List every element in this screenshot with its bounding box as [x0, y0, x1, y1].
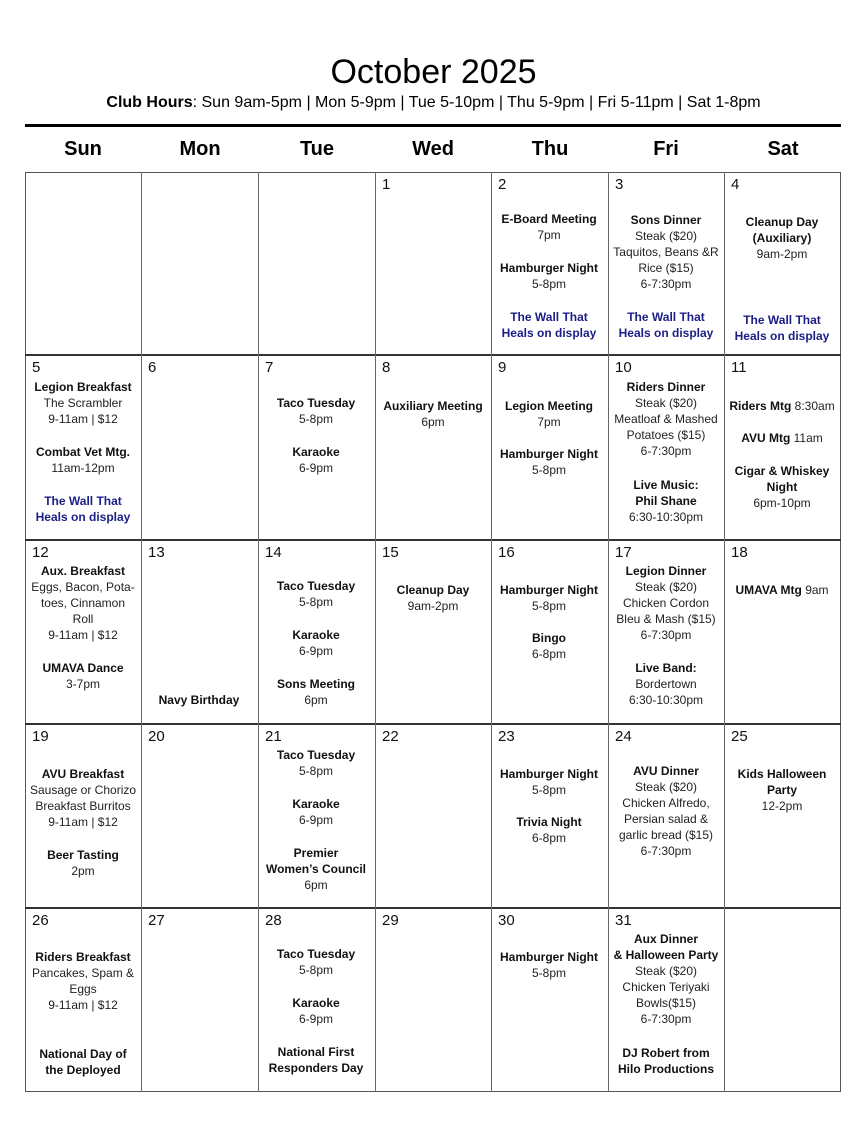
event-taco-tuesday: Taco Tuesday 5-8pm — [276, 579, 356, 609]
event-taco-tuesday: Taco Tuesday 5-8pm — [276, 947, 356, 977]
day-number: 15 — [382, 544, 399, 561]
day-number: 2 — [498, 176, 507, 193]
event-avu-dinner: AVU Dinner Steak ($20) Chicken Alfredo, Persian salad & garlic bread ($15) 6-7:30pm — [618, 764, 714, 858]
day-number: 17 — [615, 544, 632, 561]
event-trivia-night: Trivia Night 6-8pm — [516, 815, 582, 845]
day-cell-4 — [724, 172, 840, 354]
day-number: 22 — [382, 728, 399, 745]
day-cell-28 — [258, 908, 374, 1092]
day-number: 5 — [32, 359, 41, 376]
event-legion-dinner: Legion Dinner Steak ($20) Chicken Cordon Bleu & Mash ($15) 6-7:30pm — [616, 564, 716, 642]
event-aux-breakfast: Aux. Breakfast Eggs, Bacon, Pota- toes, Cinnamon Roll 9-11am | $12 — [31, 564, 135, 642]
day-number: 21 — [265, 728, 282, 745]
event-karaoke: Karaoke 6-9pm — [292, 797, 340, 827]
event-national-first-responders-day: National First Responders Day — [268, 1045, 364, 1075]
day-number: 6 — [148, 359, 157, 376]
day-cell-16 — [491, 540, 607, 723]
event-legion-meeting: Legion Meeting 7pm — [505, 399, 593, 429]
day-cell-18 — [724, 540, 840, 723]
day-number: 10 — [615, 359, 632, 376]
event-live-band: Live Band: Bordertown 6:30-10:30pm — [628, 661, 704, 707]
day-number: 8 — [382, 359, 391, 376]
event-sons-dinner: Sons Dinner Steak ($20) Taquitos, Beans &R Rice ($15) 6-7:30pm — [613, 213, 719, 291]
event-eboard-meeting: E-Board Meeting 7pm — [501, 212, 597, 242]
event-karaoke: Karaoke 6-9pm — [292, 445, 340, 475]
day-number: 31 — [615, 912, 632, 929]
event-hamburger-night: Hamburger Night 5-8pm — [499, 261, 598, 291]
event-cigar-whiskey-night: Cigar & Whiskey Night 6pm-10pm — [734, 464, 830, 510]
event-aux-dinner-halloween-party: Aux Dinner & Halloween Party Steak ($20) Chicken Teriyaki Bowls($15) 6-7:30pm — [613, 932, 719, 1026]
event-cleanup-day: Cleanup Day 9am-2pm — [396, 583, 470, 613]
calendar-title: October 2025 — [330, 53, 537, 91]
event-combat-vet-mtg: Combat Vet Mtg. 11am-12pm — [35, 445, 130, 475]
event-premier-womens-council: Premier Women’s Council 6pm — [265, 846, 366, 892]
day-cell-29 — [375, 908, 491, 1092]
event-riders-breakfast: Riders Breakfast Pancakes, Spam & Eggs 9-11am | $12 — [31, 950, 135, 1012]
event-live-music: Live Music: Phil Shane 6:30-10:30pm — [628, 478, 704, 524]
day-number: 30 — [498, 912, 515, 929]
day-cell-17 — [608, 540, 724, 723]
day-number: 11 — [731, 359, 747, 376]
day-number: 7 — [265, 359, 274, 376]
day-number: 14 — [265, 544, 282, 561]
day-number: 9 — [498, 359, 507, 376]
day-cell-12 — [25, 540, 141, 723]
weekday-fri: Fri — [653, 138, 679, 160]
weekday-mon: Mon — [179, 138, 221, 160]
event-taco-tuesday: Taco Tuesday 5-8pm — [276, 748, 356, 778]
event-national-day-deployed: National Day of the Deployed — [39, 1047, 127, 1077]
event-navy-birthday: Navy Birthday — [158, 693, 240, 707]
day-cell-22 — [375, 724, 491, 907]
event-avu-breakfast: AVU Breakfast Sausage or Chorizo Breakfast Burritos 9-11am | $12 — [29, 767, 137, 829]
event-wall-that-heals: The Wall That Heals on display — [618, 310, 714, 340]
day-cell-27 — [141, 908, 257, 1092]
event-wall-that-heals: The Wall That Heals on display — [734, 313, 830, 343]
day-number: 12 — [32, 544, 49, 561]
day-number: 1 — [382, 176, 391, 193]
day-cell-23 — [491, 724, 607, 907]
event-cleanup-day: Cleanup Day (Auxiliary) 9am-2pm — [745, 215, 819, 261]
event-legion-breakfast: Legion Breakfast The Scrambler 9-11am | $12 — [34, 380, 132, 426]
event-riders-dinner: Riders Dinner Steak ($20) Meatloaf & Mashed Potatoes ($15) 6-7:30pm — [614, 380, 718, 458]
weekday-thu: Thu — [531, 138, 569, 160]
day-number: 26 — [32, 912, 49, 929]
day-cell-1 — [375, 172, 491, 354]
event-wall-that-heals: The Wall That Heals on display — [501, 310, 597, 340]
event-riders-mtg: Riders Mtg 8:30am — [729, 399, 835, 413]
weekday-sat: Sat — [767, 138, 799, 160]
day-number: 20 — [148, 728, 165, 745]
day-cell-14 — [258, 540, 374, 723]
day-cell-19 — [25, 724, 141, 907]
event-wall-that-heals: The Wall That Heals on display — [35, 494, 131, 524]
club-hours-label: Club Hours — [106, 94, 193, 111]
event-hamburger-night: Hamburger Night 5-8pm — [499, 950, 598, 980]
day-number: 13 — [148, 544, 165, 561]
day-cell-26 — [25, 908, 141, 1092]
day-cell-9 — [491, 355, 607, 539]
event-taco-tuesday: Taco Tuesday 5-8pm — [276, 396, 356, 426]
day-cell-30 — [491, 908, 607, 1092]
club-hours-text: : Sun 9am-5pm | Mon 5-9pm | Tue 5-10pm | Thu 5-9pm | Fri 5-11pm | Sat 1-8pm — [192, 94, 761, 111]
club-hours — [0, 93, 867, 113]
day-cell-24 — [608, 724, 724, 907]
day-cell-31 — [608, 908, 724, 1092]
day-cell-10 — [608, 355, 724, 539]
day-cell-13 — [141, 540, 257, 723]
event-auxiliary-meeting: Auxiliary Meeting 6pm — [383, 399, 483, 429]
event-beer-tasting: Beer Tasting 2pm — [47, 848, 119, 878]
day-cell-25 — [724, 724, 840, 907]
day-cell-8 — [375, 355, 491, 539]
day-cell-11 — [724, 355, 840, 539]
day-number: 18 — [731, 544, 748, 561]
day-number: 16 — [498, 544, 515, 561]
day-cell-6 — [141, 355, 257, 539]
day-number: 27 — [148, 912, 165, 929]
weekday-sun: Sun — [64, 138, 102, 160]
day-cell-21 — [258, 724, 374, 907]
day-cell-20 — [141, 724, 257, 907]
event-umava-mtg: UMAVA Mtg 9am — [735, 583, 829, 597]
day-number: 25 — [731, 728, 748, 745]
event-karaoke: Karaoke 6-9pm — [292, 628, 340, 658]
event-bingo: Bingo 6-8pm — [531, 631, 566, 661]
event-sons-meeting: Sons Meeting 6pm — [276, 677, 355, 707]
event-hamburger-night: Hamburger Night 5-8pm — [499, 447, 598, 477]
event-umava-dance: UMAVA Dance 3-7pm — [42, 661, 124, 691]
event-hamburger-night: Hamburger Night 5-8pm — [499, 767, 598, 797]
header-rule — [25, 124, 841, 127]
day-number: 28 — [265, 912, 282, 929]
day-number: 24 — [615, 728, 632, 745]
event-kids-halloween-party: Kids Halloween Party 12-2pm — [737, 767, 827, 813]
event-hamburger-night: Hamburger Night 5-8pm — [499, 583, 598, 613]
weekday-tue: Tue — [299, 138, 335, 160]
weekday-wed: Wed — [412, 138, 454, 160]
day-cell-7 — [258, 355, 374, 539]
day-number: 19 — [32, 728, 49, 745]
day-number: 4 — [731, 176, 740, 193]
day-number: 29 — [382, 912, 399, 929]
event-karaoke: Karaoke 6-9pm — [292, 996, 340, 1026]
event-avu-mtg: AVU Mtg 11am — [741, 431, 823, 445]
event-dj-robert: DJ Robert from Hilo Productions — [618, 1046, 714, 1076]
day-cell-5 — [25, 355, 141, 539]
day-number: 23 — [498, 728, 515, 745]
day-number: 3 — [615, 176, 624, 193]
day-cell-2 — [491, 172, 607, 354]
day-cell-15 — [375, 540, 491, 723]
day-cell-3 — [608, 172, 724, 354]
